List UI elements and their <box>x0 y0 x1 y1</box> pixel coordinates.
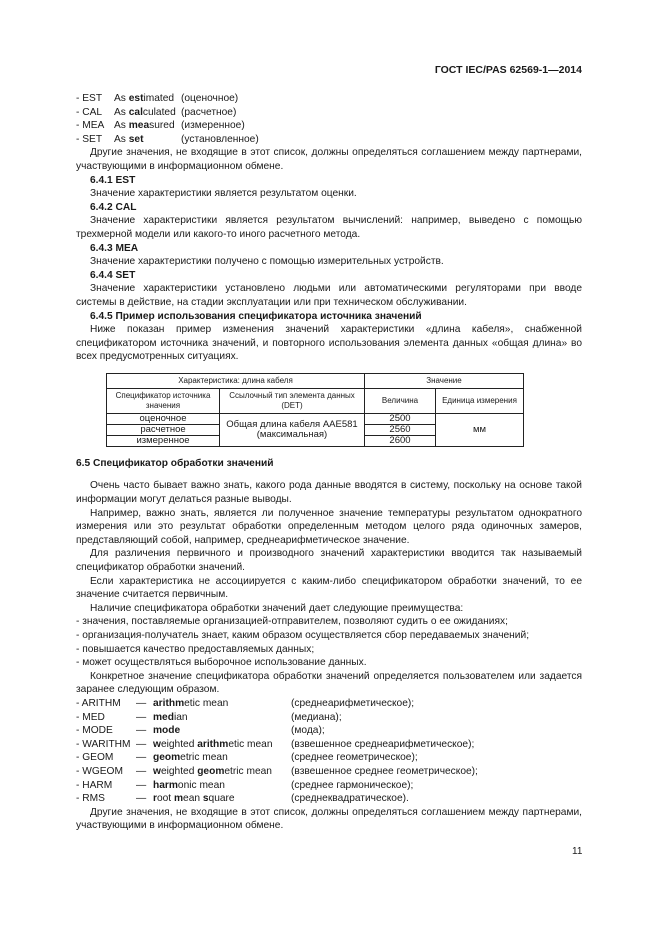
specifier-code: - MEA <box>76 120 105 132</box>
paragraph-6-5-5: Наличие спецификатора обработки значений дает следующие преимущества: <box>90 602 464 614</box>
list-item <box>76 711 582 725</box>
specifier-english <box>153 779 291 793</box>
specifier-russian: (оценочное) <box>181 93 239 104</box>
specifier-abbrev-part: mode <box>153 725 181 737</box>
specifier-suffix: sured <box>149 120 175 132</box>
table-cell-magnitude: 2600 <box>365 435 436 446</box>
specifier-word-part: etric mean <box>224 765 272 777</box>
specifier-abbrev-part: arithm <box>197 738 229 750</box>
specifier-suffix: culated <box>142 106 176 118</box>
specifier-russian: (взвешенное среднеарифметическое); <box>291 738 475 750</box>
specifier-suffix: imated <box>143 93 175 104</box>
list-item <box>76 765 582 779</box>
table-header-magnitude: Величина <box>365 388 436 413</box>
specifier-russian: (установленное) <box>181 133 259 145</box>
specifier-english <box>114 119 181 133</box>
specifier-code: - ARITHM <box>76 697 121 709</box>
heading-6-4-3: 6.4.3 MEA <box>90 242 139 254</box>
specifier-code: - GEOM <box>76 752 114 764</box>
specifier-russian: (среднеквадратическое). <box>291 793 409 805</box>
heading-6-4-1: 6.4.1 EST <box>90 174 136 186</box>
paragraph-6-5-6: Конкретное значение спецификатора обработки значений определяется пользователем или задается заранее следующим образом. <box>76 670 582 696</box>
specifier-abbrev-part: m <box>173 793 184 805</box>
specifier-abbrev-part: geom <box>153 752 181 764</box>
specifier-abbrev-part: w <box>153 765 161 777</box>
paragraph-6-4-4: Значение характеристики установлено людьми или автоматическими регуляторами при вводе системы в действие, на стадии эксплуатации или при техническом обслуживании. <box>76 283 582 308</box>
paragraph-6-4-2: Значение характеристики является результатом вычислений: например, выведено с помощью трехмерной модели или какого-то иного расчетного метода. <box>76 215 582 240</box>
list-item: - повышается качество предоставляемых данных; <box>76 643 315 655</box>
specifier-russian: (расчетное) <box>181 106 237 118</box>
table-header-unit: Единица измерения <box>436 388 524 413</box>
specifier-code: - MODE <box>76 725 113 737</box>
specifier-code: - EST <box>76 93 103 104</box>
specifier-abbrev-part: est <box>128 93 144 104</box>
table-cell-specifier: расчетное <box>107 424 220 435</box>
dash: — <box>136 779 147 791</box>
specifier-english <box>153 724 291 738</box>
list-item <box>76 792 582 806</box>
specifier-word-part: etic mean <box>228 738 273 750</box>
heading-6-4-2: 6.4.2 CAL <box>90 201 137 213</box>
table-cell-specifier: измеренное <box>107 435 220 446</box>
specifier-abbrev-part: mea <box>128 120 150 132</box>
specifier-russian: (среднее гармоническое); <box>291 779 414 791</box>
paragraph-6-4-1: Значение характеристики является результатом оценки. <box>90 188 357 200</box>
specifier-english <box>153 697 291 711</box>
dash: — <box>136 752 147 764</box>
table-cell-specifier: оценочное <box>107 413 220 424</box>
advantages-list <box>76 615 582 669</box>
table-header-value: Значение <box>365 373 524 388</box>
specifier-english <box>153 711 291 725</box>
table-header-specifier: Спецификатор источника значения <box>107 388 220 413</box>
specifier-abbrev-part: geom <box>197 765 225 777</box>
specifier-english <box>114 133 181 147</box>
paragraph-6-5-2: Например, важно знать, является ли полученное значение температуры результатом однократного измерения или это результат обработки определенным методом целого ряда одиночных замеров, представляющий собой, например, среднеарифметическое значение. <box>76 507 582 546</box>
source-specifier-list <box>76 92 582 146</box>
specifier-code: - HARM <box>76 779 113 791</box>
dash: — <box>136 765 147 777</box>
specifier-code: - CAL <box>76 106 103 118</box>
heading-6-4-5: 6.4.5 Пример использования спецификатора источника значений <box>90 310 422 322</box>
list-item <box>76 119 582 133</box>
dash: — <box>136 738 147 750</box>
specifier-abbrev-part: w <box>153 738 161 750</box>
processing-specifier-list <box>76 697 582 806</box>
specifier-abbrev-part: r <box>153 793 157 805</box>
paragraph-other-values: Другие значения, не входящие в этот список, должны определяться соглашением между партнерами, участвующими в информационном обмене. <box>76 147 582 172</box>
specifier-russian: (взвешенное среднее геометрическое); <box>291 765 478 777</box>
specifier-word-part: quare <box>208 793 235 805</box>
specifier-english <box>114 92 181 106</box>
list-item <box>76 106 582 120</box>
specifier-russian: (среднее геометрическое); <box>291 752 418 764</box>
list-item <box>76 697 582 711</box>
paragraph-6-4-5: Ниже показан пример изменения значений характеристики «длина кабеля», снабженной спецификатором источника значений, и повторного использования элемента данных «общая длина» во всех предусмотренных ситуациях. <box>76 324 582 363</box>
cable-length-table <box>106 373 524 447</box>
list-item: - организация-получатель знает, каким образом осуществляется сбор передаваемых значений; <box>76 630 530 641</box>
paragraph-6-5-4: Если характеристика не ассоциируется с каким-либо спецификатором обработки значений, то ее значение считается первичным. <box>76 575 582 601</box>
specifier-english <box>153 738 291 752</box>
specifier-code: - SET <box>76 133 103 145</box>
paragraph-other-values-2: Другие значения, не входящие в этот список, должны определяться соглашением между партнерами, участвующими в информационном обмене. <box>76 806 582 832</box>
specifier-word-part: ian <box>173 711 188 723</box>
list-item: - может осуществляться выборочное использование данных. <box>76 657 367 669</box>
table-cell-magnitude: 2500 <box>365 413 436 424</box>
dash: — <box>136 711 147 723</box>
specifier-russian: (измеренное) <box>181 120 245 132</box>
specifier-abbrev-part: arithm <box>153 697 185 709</box>
paragraph-6-4-3: Значение характеристики получено с помощью измерительных устройств. <box>90 256 444 268</box>
specifier-word-part: onic mean <box>177 779 225 791</box>
heading-6-4-4: 6.4.4 SET <box>90 269 136 281</box>
heading-6-5: 6.5 Спецификатор обработки значений <box>76 457 274 469</box>
paragraph-6-5-1: Очень часто бывает важно знать, какого рода данные вводятся в систему, поскольку на основе такой информации могут делаться разные выводы. <box>76 480 582 506</box>
specifier-english <box>153 751 291 765</box>
specifier-abbrev-part: cal <box>128 106 143 118</box>
specifier-russian: (медиана); <box>291 711 342 723</box>
dash: — <box>136 725 147 737</box>
table-header-det: Ссылочный тип элемента данных (DET) <box>220 388 365 413</box>
list-item <box>76 779 582 793</box>
specifier-english <box>153 792 291 806</box>
dash: — <box>136 793 147 805</box>
specifier-word-part: etric mean <box>180 752 228 764</box>
document-header: ГОСТ IEC/PAS 62569-1—2014 <box>434 64 582 76</box>
specifier-russian: (среднеарифметическое); <box>291 697 415 709</box>
list-item <box>76 751 582 765</box>
specifier-russian: (мода); <box>291 725 325 737</box>
list-item <box>76 92 582 106</box>
specifier-code: - WARITHM <box>76 738 131 750</box>
specifier-code: - MED <box>76 711 105 723</box>
specifier-abbrev-part: med <box>153 711 174 723</box>
specifier-word-part: oot <box>156 793 174 805</box>
table-cell-magnitude: 2560 <box>365 424 436 435</box>
table-cell-det: Общая длина кабеля AAE581 (максимальная) <box>220 413 365 446</box>
dash: — <box>136 697 147 709</box>
specifier-prefix: As <box>114 120 129 132</box>
specifier-prefix: As <box>114 106 129 118</box>
list-item <box>76 738 582 752</box>
specifier-abbrev-part: set <box>128 133 144 145</box>
specifier-word-part: etic mean <box>184 697 229 709</box>
page-number: 11 <box>572 846 583 857</box>
specifier-code: - RMS <box>76 793 105 805</box>
specifier-english <box>153 765 291 779</box>
specifier-word-part: ean <box>183 793 203 805</box>
page-body <box>76 92 582 833</box>
specifier-abbrev-part: harm <box>153 779 178 791</box>
table-cell-unit: мм <box>436 413 524 446</box>
paragraph-6-5-3: Для различения первичного и производного значений характеристики вводится так называемый спецификатор обработки значений. <box>76 548 582 574</box>
specifier-word-part: eighted <box>160 765 198 777</box>
list-item <box>76 133 582 147</box>
specifier-prefix: As <box>114 93 129 104</box>
list-item <box>76 724 582 738</box>
list-item: - значения, поставляемые организацией-отправителем, позволяют судить о ее ожиданиях; <box>76 616 508 628</box>
specifier-code: - WGEOM <box>76 765 123 777</box>
specifier-english <box>114 106 181 120</box>
specifier-abbrev-part: s <box>202 793 209 805</box>
specifier-word-part: eighted <box>160 738 198 750</box>
specifier-prefix: As <box>114 133 129 145</box>
table-header-characteristic: Характеристика: длина кабеля <box>107 373 365 388</box>
